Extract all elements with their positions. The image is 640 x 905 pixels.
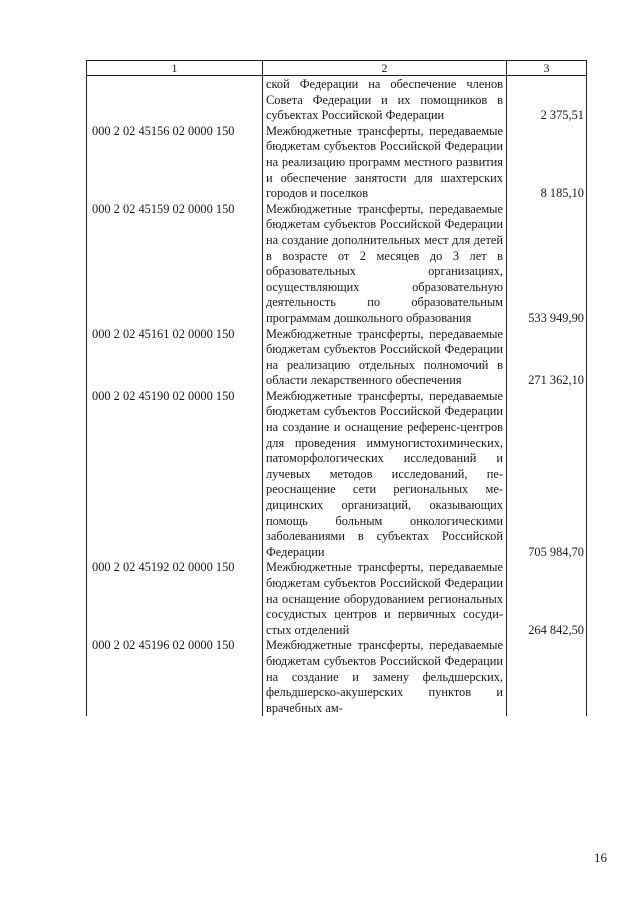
row-description: Межбюджетные трансферты, передаваемые бюджетам субъектов Российской Федерации на реализацию программ местного развития и обеспечение занятости для шахтерских городов и поселков	[263, 124, 507, 202]
table-body	[87, 76, 587, 717]
table-header	[87, 61, 587, 76]
row-code: 000 2 02 45196 02 0000 150	[87, 638, 263, 716]
row-code: 000 2 02 45190 02 0000 150	[87, 389, 263, 561]
row-description: Межбюджетные трансферты, передаваемые бюджетам субъектов Российской Федерации на создание и оснащение референс-центров для проведения иммуногистохимических, патоморфологических исследований и лучевых методов исследований, переоснащение сети региональных медицинских организаций, оказывающих помощь больным онкологическими заболеваниями в субъектах Российской Федерации	[263, 389, 507, 561]
row-amount: 2 375,51	[507, 76, 587, 124]
row-code: 000 2 02 45161 02 0000 150	[87, 327, 263, 389]
table-row	[87, 638, 587, 716]
table-row-continuation	[87, 76, 587, 124]
table-row	[87, 327, 587, 389]
header-row	[87, 61, 587, 76]
row-amount: 533 949,90	[507, 202, 587, 327]
row-description: Межбюджетные трансферты, передаваемые бюджетам субъектов Российской Федерации на создание дополнительных мест для детей в возрасте от 2 месяцев до 3 лет в образовательных организациях, осуществляющих образовательную деятельность по образовательным программам дошкольного образования	[263, 202, 507, 327]
row-amount	[507, 638, 587, 716]
row-description: Межбюджетные трансферты, передаваемые бюджетам субъектов Российской Федерации на оснащение оборудованием региональных сосудистых центров и первичных сосудистых отделений	[263, 560, 507, 638]
row-amount: 8 185,10	[507, 124, 587, 202]
row-amount: 264 842,50	[507, 560, 587, 638]
row-code: 000 2 02 45192 02 0000 150	[87, 560, 263, 638]
row-code: 000 2 02 45156 02 0000 150	[87, 124, 263, 202]
header-col-1: 1	[87, 61, 263, 76]
page-number: 16	[594, 850, 607, 865]
table-row	[87, 389, 587, 561]
row-code	[87, 76, 263, 124]
row-description: ской Федерации на обеспечение членов Совета Федерации и их помощников в субъектах Российской Федерации	[263, 76, 507, 124]
row-description: Межбюджетные трансферты, передаваемые бюджетам субъектов Российской Федерации на создание и замену фельдшерских, фельдшерско-акушерских пунктов и врачебных ам-	[263, 638, 507, 716]
row-description: Межбюджетные трансферты, передаваемые бюджетам субъектов Российской Федерации на реализацию отдельных полномочий в области лекарственного обеспечения	[263, 327, 507, 389]
budget-table	[86, 60, 587, 716]
table-row	[87, 560, 587, 638]
table-row	[87, 124, 587, 202]
row-code: 000 2 02 45159 02 0000 150	[87, 202, 263, 327]
table-row	[87, 202, 587, 327]
row-amount: 705 984,70	[507, 389, 587, 561]
header-col-3: 3	[507, 61, 587, 76]
header-col-2: 2	[263, 61, 507, 76]
row-amount: 271 362,10	[507, 327, 587, 389]
